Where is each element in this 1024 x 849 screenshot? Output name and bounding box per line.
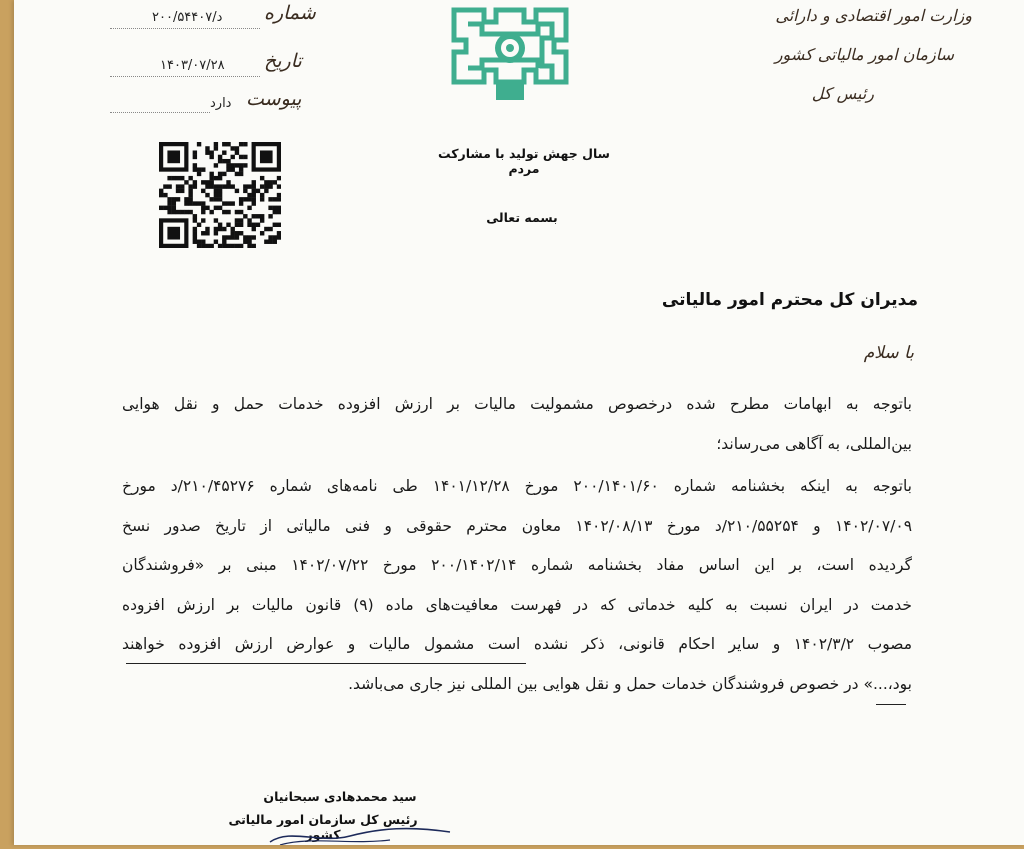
signatory-title: رئیس کل سازمان امور مالیاتی کشور xyxy=(228,812,418,842)
qr-code xyxy=(159,142,281,248)
paragraph-main-line: مصوب ۱۴۰۲/۳/۲ و سایر احکام قانونی، ذکر نشده است مشمول مالیات و عوارض ارزش افزوده خواهند xyxy=(122,635,912,653)
ministry-name: وزارت امور اقتصادی و دارائی xyxy=(775,6,972,25)
organization-name: سازمان امور مالیاتی کشور xyxy=(774,45,954,64)
handwritten-underline xyxy=(876,704,906,705)
ministry-header xyxy=(752,6,972,103)
attachment-label: پیوست xyxy=(246,88,302,110)
date-value: ۱۴۰۳/۰۷/۲۸ xyxy=(160,58,225,73)
paragraph-intro-line: بین‌المللی، به آگاهی می‌رساند؛ xyxy=(716,434,912,453)
number-dotted-line xyxy=(110,28,260,29)
letter-page xyxy=(14,0,1024,845)
number-label: شماره xyxy=(264,2,316,24)
paragraph-intro xyxy=(122,385,912,464)
paragraph-main-line: خدمت در ایران نسبت به کلیه خدماتی که در فهرست معافیت‌های ماده (۹) قانون مالیات بر ارزش افزوده xyxy=(122,595,912,614)
handwritten-underline xyxy=(126,663,526,664)
paragraph-main xyxy=(122,467,912,704)
date-dotted-line xyxy=(110,76,260,77)
paragraph-main-line: باتوجه به اینکه بخشنامه شماره ۲۰۰/۱۴۰۱/۶۰ مورخ ۱۴۰۱/۱۲/۲۸ طی نامه‌های شماره ۲۱۰/۴۵۲۷۶/د مورخ xyxy=(122,477,912,495)
invocation: بسمه تعالی xyxy=(486,210,558,225)
attachment-value: دارد xyxy=(210,96,232,111)
number-value: د/۲۰۰/۵۴۴۰۷ xyxy=(152,10,223,25)
paragraph-intro-line: باتوجه به ابهامات مطرح شده درخصوص مشمولیت مالیات بر ارزش افزوده خدمات حمل و نقل هوایی xyxy=(122,395,912,413)
paragraph-main-line: ۱۴۰۲/۰۷/۰۹ و ۲۱۰/۵۵۲۵۴/د مورخ ۱۴۰۲/۰۸/۱۳ معاون محترم حقوقی و فنی مالیاتی از تاریخ صدور نسخ xyxy=(122,516,912,535)
signature-scribble xyxy=(260,818,460,845)
year-slogan: سال جهش تولید با مشارکت مردم xyxy=(438,146,610,176)
attachment-dotted-line xyxy=(110,112,210,113)
organization-logo xyxy=(444,2,576,106)
date-label: تاریخ xyxy=(264,50,302,72)
office-title: رئیس کل xyxy=(811,84,874,103)
greeting: با سلام xyxy=(863,343,914,363)
paragraph-main-line: گردیده است، بر این اساس مفاد بخشنامه شماره ۲۰۰/۱۴۰۲/۱۴ مورخ ۱۴۰۲/۰۷/۲۲ مبنی بر «فروشندگان xyxy=(122,556,912,574)
signatory-name: سید محمدهادی سبحانیان xyxy=(263,789,417,804)
paragraph-main-line: بود،...» در خصوص فروشندگان خدمات حمل و نقل هوایی بین المللی نیز جاری می‌باشد. xyxy=(348,674,912,693)
addressee: مدیران کل محترم امور مالیاتی xyxy=(661,290,918,310)
